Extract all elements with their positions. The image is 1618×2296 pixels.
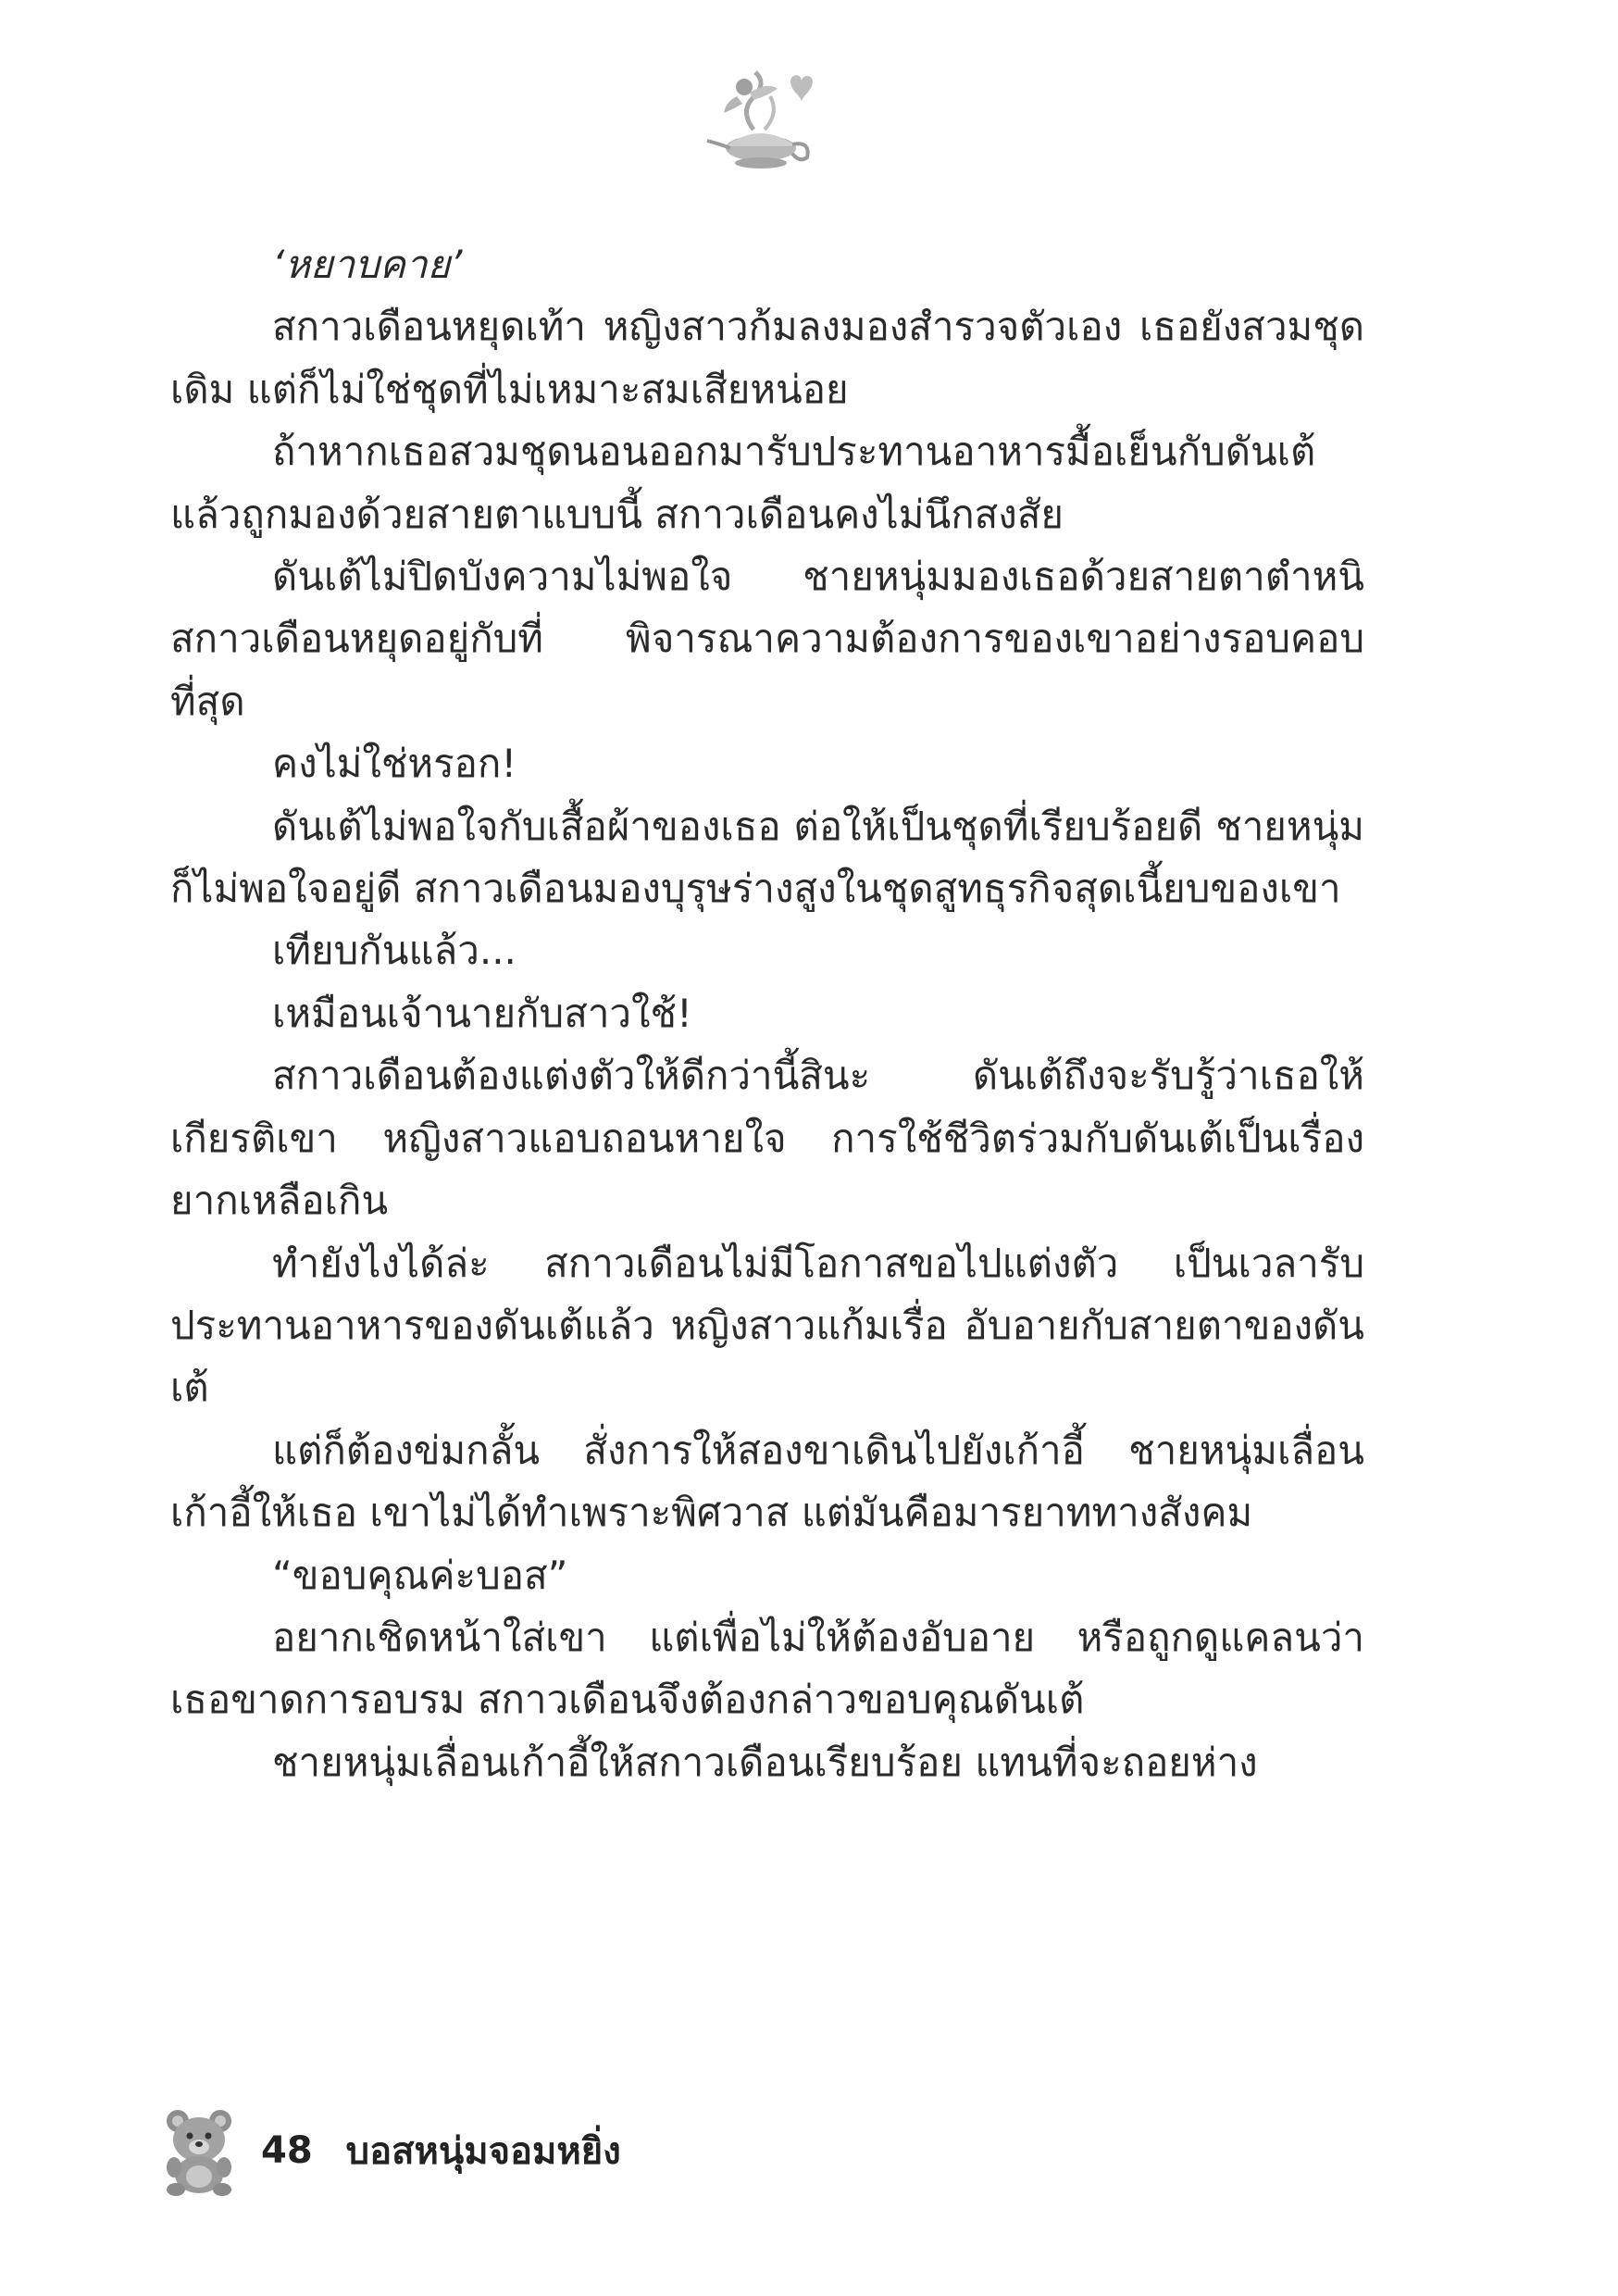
- book-title: บอสหนุ่มจอมหยิ่ง: [345, 2130, 621, 2173]
- paragraph: “ขอบคุณค่ะบอส”: [272, 1552, 568, 1598]
- paragraph: แต่ก็ต้องข่มกลั้น สั่งการให้สองขาเดินไปยังเก้าอี้ ชายหนุ่มเลื่อนเก้าอี้ให้เธอ เขาไม่ได้ทำเพราะพิศวาส แต่มันคือมารยาททางสังคม: [170, 1427, 1364, 1536]
- paragraph: ดันเต้ไม่ปิดบังความไม่พอใจ ชายหนุ่มมองเธอด้วยสายตาตำหนิ สกาวเดือนหยุดอยู่กับที่ พิจารณาความต้องการของเขาอย่างรอบคอบที่สุด: [170, 554, 1364, 724]
- cupid-teapot-icon: [689, 56, 828, 176]
- paragraph: ดันเต้ไม่พอใจกับเสื้อผ้าของเธอ ต่อให้เป็นชุดที่เรียบร้อยดี ชายหนุ่มก็ไม่พอใจอยู่ดี สกาวเดือนมองบุรุษร่างสูงในชุดสูทธุรกิจสุดเนี้ยบของเขา: [170, 803, 1364, 912]
- paragraph: ถ้าหากเธอสวมชุดนอนออกมารับประทานอาหารมื้อเย็นกับดันเต้ แล้วถูกมองด้วยสายตาแบบนี้ สกาวเดือนคงไม่นึกสงสัย: [170, 429, 1316, 537]
- page-footer: [157, 2100, 898, 2202]
- teddy-bear-icon: [157, 2104, 241, 2197]
- paragraph: เทียบกันแล้ว...: [272, 928, 517, 974]
- page-number: 48: [261, 2129, 313, 2172]
- paragraph: คงไม่ใช่หรอก!: [272, 741, 517, 787]
- paragraph: ทำยังไงได้ล่ะ สกาวเดือนไม่มีโอกาสขอไปแต่งตัว เป็นเวลารับประทานอาหารของดันเต้แล้ว หญิงสาวแก้มเรื่อ อับอายกับสายตาของดันเต้: [170, 1240, 1364, 1411]
- paragraph: เหมือนเจ้านายกับสาวใช้!: [272, 990, 692, 1036]
- paragraph: ชายหนุ่มเลื่อนเก้าอี้ให้สกาวเดือนเรียบร้อย แทนที่จะถอยห่าง: [272, 1739, 1258, 1785]
- paragraph: อยากเชิดหน้าใส่เขา แต่เพื่อไม่ให้ต้องอับอาย หรือถูกดูแคลนว่าเธอขาดการอบรม สกาวเดือนจึงต้องกล่าวขอบคุณดันเต้: [170, 1614, 1364, 1723]
- paragraph: สกาวเดือนหยุดเท้า หญิงสาวก้มลงมองสำรวจตัวเอง เธอยังสวมชุดเดิม แต่ก็ไม่ใช่ชุดที่ไม่เหมาะสมเสียหน่อย: [170, 304, 1364, 412]
- paragraph: สกาวเดือนต้องแต่งตัวให้ดีกว่านี้สินะ ดันเต้ถึงจะรับรู้ว่าเธอให้เกียรติเขา หญิงสาวแอบถอนหายใจ การใช้ชีวิตร่วมกับดันเต้เป็นเรื่องยากเหลือเกิน: [170, 1053, 1364, 1224]
- paragraph: ‘หยาบคาย’: [272, 242, 463, 287]
- page-body-text: [170, 233, 1364, 1793]
